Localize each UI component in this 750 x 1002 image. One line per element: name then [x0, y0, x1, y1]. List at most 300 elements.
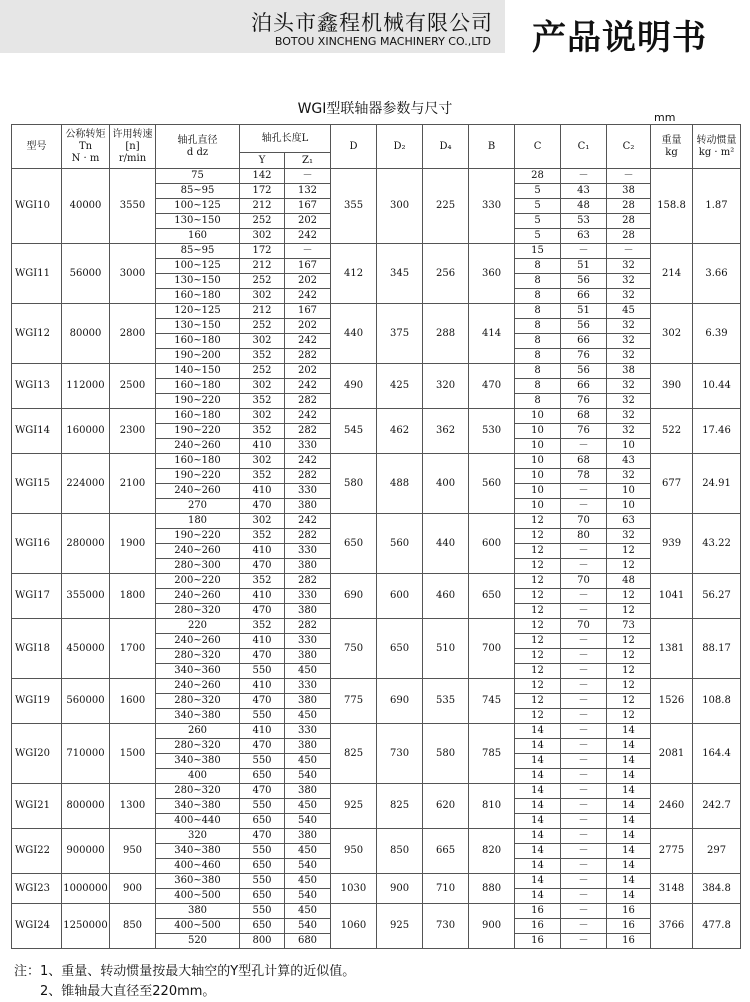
c-cell: 5	[515, 184, 561, 199]
c2-cell: 32	[607, 529, 651, 544]
torque-cell: 1000000	[62, 874, 110, 904]
c-cell: 14	[515, 724, 561, 739]
inertia-cell: 56.27	[693, 574, 741, 619]
d-cell: 690	[331, 574, 377, 619]
document-title: 产品说明书	[532, 18, 707, 58]
length-z1-cell: 330	[285, 544, 331, 559]
length-z1-cell: 330	[285, 589, 331, 604]
c2-cell: 12	[607, 649, 651, 664]
length-z1-cell: 282	[285, 394, 331, 409]
length-y-cell: 302	[240, 514, 285, 529]
c1-cell: －	[561, 499, 607, 514]
speed-cell: 2800	[110, 304, 156, 364]
length-z1-cell: 450	[285, 664, 331, 679]
inertia-cell: 17.46	[693, 409, 741, 454]
length-y-cell: 650	[240, 814, 285, 829]
length-y-cell: 470	[240, 559, 285, 574]
bore-cell: 160~180	[156, 289, 240, 304]
d2-cell: 345	[377, 244, 423, 304]
c1-cell: 70	[561, 574, 607, 589]
length-z1-cell: 167	[285, 259, 331, 274]
bore-cell: 190~220	[156, 424, 240, 439]
c1-cell: －	[561, 589, 607, 604]
length-z1-cell: 330	[285, 724, 331, 739]
col-Y-header: Y	[240, 153, 285, 169]
speed-cell: 2300	[110, 409, 156, 454]
c1-cell: 80	[561, 529, 607, 544]
length-z1-cell: 202	[285, 319, 331, 334]
torque-cell: 710000	[62, 724, 110, 784]
c-cell: 8	[515, 289, 561, 304]
table-row	[12, 244, 741, 259]
c-cell: 10	[515, 469, 561, 484]
b-cell: 700	[469, 619, 515, 679]
c-cell: 14	[515, 739, 561, 754]
c2-cell: 14	[607, 859, 651, 874]
length-z1-cell: 167	[285, 199, 331, 214]
c-cell: 12	[515, 634, 561, 649]
bore-cell: 340~380	[156, 709, 240, 724]
bore-cell: 190~220	[156, 529, 240, 544]
c-cell: 8	[515, 304, 561, 319]
c2-cell: 32	[607, 274, 651, 289]
length-y-cell: 410	[240, 484, 285, 499]
unit-label: mm	[654, 111, 676, 124]
c1-cell: 76	[561, 349, 607, 364]
col-C2-header: C₂	[607, 125, 651, 169]
bore-cell: 160~180	[156, 334, 240, 349]
c2-cell: 14	[607, 754, 651, 769]
length-y-cell: 252	[240, 274, 285, 289]
c2-cell: 14	[607, 829, 651, 844]
length-z1-cell: 242	[285, 229, 331, 244]
bore-cell: 280~300	[156, 559, 240, 574]
inertia-cell: 477.8	[693, 904, 741, 949]
c-cell: 10	[515, 409, 561, 424]
c-cell: 8	[515, 259, 561, 274]
d4-cell: 710	[423, 874, 469, 904]
d-cell: 750	[331, 619, 377, 679]
c1-cell: －	[561, 784, 607, 799]
length-z1-cell: 380	[285, 739, 331, 754]
torque-cell: 800000	[62, 784, 110, 829]
bore-cell: 130~150	[156, 319, 240, 334]
table-row	[12, 724, 741, 739]
bore-cell: 160~180	[156, 379, 240, 394]
col-torque-label: 公称转矩	[65, 128, 106, 140]
c-cell: 12	[515, 574, 561, 589]
length-y-cell: 302	[240, 334, 285, 349]
c1-cell: －	[561, 169, 607, 184]
length-z1-cell: 330	[285, 484, 331, 499]
d-cell: 650	[331, 514, 377, 574]
d-cell: 412	[331, 244, 377, 304]
inertia-cell: 43.22	[693, 514, 741, 574]
length-z1-cell: 380	[285, 499, 331, 514]
c-cell: 12	[515, 589, 561, 604]
torque-cell: 56000	[62, 244, 110, 304]
length-y-cell: 470	[240, 499, 285, 514]
length-y-cell: 470	[240, 784, 285, 799]
c2-cell: 43	[607, 454, 651, 469]
length-y-cell: 352	[240, 574, 285, 589]
length-z1-cell: 242	[285, 334, 331, 349]
c2-cell: 32	[607, 469, 651, 484]
c1-cell: －	[561, 859, 607, 874]
note-2: 2、锥轴最大直径至220mm。	[40, 984, 216, 999]
bore-cell: 340~380	[156, 754, 240, 769]
speed-cell: 1500	[110, 724, 156, 784]
d-cell: 545	[331, 409, 377, 454]
c2-cell: 28	[607, 199, 651, 214]
length-z1-cell: 202	[285, 214, 331, 229]
header-banner	[0, 0, 505, 53]
length-y-cell: 302	[240, 454, 285, 469]
c1-cell: 78	[561, 469, 607, 484]
c-cell: 15	[515, 244, 561, 259]
c-cell: 8	[515, 379, 561, 394]
d4-cell: 225	[423, 169, 469, 244]
speed-cell: 3000	[110, 244, 156, 304]
length-y-cell: 212	[240, 304, 285, 319]
length-y-cell: 352	[240, 424, 285, 439]
d-cell: 825	[331, 724, 377, 784]
torque-cell: 80000	[62, 304, 110, 364]
table-row	[12, 364, 741, 379]
b-cell: 785	[469, 724, 515, 784]
col-C1-header: C₁	[561, 125, 607, 169]
inertia-cell: 242.7	[693, 784, 741, 829]
company-name-cn: 泊头市鑫程机械有限公司	[251, 11, 493, 35]
weight-cell: 522	[651, 409, 693, 454]
c1-cell: －	[561, 604, 607, 619]
b-cell: 330	[469, 169, 515, 244]
c2-cell: 14	[607, 844, 651, 859]
c-cell: 5	[515, 214, 561, 229]
bore-cell: 240~260	[156, 679, 240, 694]
length-z1-cell: 202	[285, 274, 331, 289]
inertia-cell: 384.8	[693, 874, 741, 904]
c-cell: 16	[515, 904, 561, 919]
d-cell: 490	[331, 364, 377, 409]
bore-cell: 100~125	[156, 199, 240, 214]
c1-cell: －	[561, 664, 607, 679]
d4-cell: 320	[423, 364, 469, 409]
length-y-cell: 302	[240, 289, 285, 304]
bore-cell: 520	[156, 934, 240, 949]
d2-cell: 488	[377, 454, 423, 514]
d4-cell: 730	[423, 904, 469, 949]
length-y-cell: 172	[240, 184, 285, 199]
length-z1-cell: 330	[285, 679, 331, 694]
bore-cell: 280~320	[156, 649, 240, 664]
table-row	[12, 409, 741, 424]
c1-cell: 51	[561, 304, 607, 319]
c-cell: 12	[515, 709, 561, 724]
length-z1-cell: 202	[285, 364, 331, 379]
c2-cell: 32	[607, 334, 651, 349]
speed-cell: 1600	[110, 679, 156, 724]
c2-cell: 32	[607, 394, 651, 409]
length-z1-cell: 242	[285, 409, 331, 424]
inertia-cell: 10.44	[693, 364, 741, 409]
bore-cell: 400~440	[156, 814, 240, 829]
length-y-cell: 410	[240, 439, 285, 454]
c2-cell: 45	[607, 304, 651, 319]
d2-cell: 375	[377, 304, 423, 364]
length-y-cell: 470	[240, 829, 285, 844]
c2-cell: 12	[607, 544, 651, 559]
d4-cell: 535	[423, 679, 469, 724]
c1-cell: －	[561, 814, 607, 829]
model-cell: WGⅠ15	[12, 454, 62, 514]
torque-cell: 355000	[62, 574, 110, 619]
bore-cell: 100~125	[156, 259, 240, 274]
speed-cell: 1800	[110, 574, 156, 619]
c1-cell: －	[561, 874, 607, 889]
c2-cell: 28	[607, 229, 651, 244]
speed-cell: 3550	[110, 169, 156, 244]
c-cell: 10	[515, 499, 561, 514]
c-cell: 10	[515, 454, 561, 469]
weight-cell: 1041	[651, 574, 693, 619]
length-z1-cell: 282	[285, 574, 331, 589]
d-cell: 440	[331, 304, 377, 364]
bore-cell: 140~150	[156, 364, 240, 379]
bore-cell: 340~360	[156, 664, 240, 679]
c-cell: 5	[515, 199, 561, 214]
length-y-cell: 302	[240, 229, 285, 244]
length-z1-cell: 380	[285, 559, 331, 574]
weight-cell: 2775	[651, 829, 693, 874]
c1-cell: 68	[561, 409, 607, 424]
bore-cell: 160~180	[156, 409, 240, 424]
model-cell: WGⅠ21	[12, 784, 62, 829]
b-cell: 900	[469, 904, 515, 949]
c-cell: 10	[515, 439, 561, 454]
length-y-cell: 172	[240, 244, 285, 259]
d4-cell: 620	[423, 784, 469, 829]
torque-cell: 112000	[62, 364, 110, 409]
bore-cell: 240~260	[156, 634, 240, 649]
col-D-header: D	[331, 125, 377, 169]
bore-cell: 280~320	[156, 694, 240, 709]
inertia-cell: 1.87	[693, 169, 741, 244]
c-cell: 10	[515, 424, 561, 439]
col-bore-symbol: d dz	[186, 146, 209, 158]
c1-cell: －	[561, 889, 607, 904]
length-y-cell: 252	[240, 214, 285, 229]
length-y-cell: 650	[240, 919, 285, 934]
c1-cell: －	[561, 634, 607, 649]
c1-cell: －	[561, 934, 607, 949]
length-y-cell: 352	[240, 349, 285, 364]
c2-cell: 14	[607, 724, 651, 739]
length-z1-cell: 242	[285, 514, 331, 529]
bore-cell: 75	[156, 169, 240, 184]
c-cell: 8	[515, 349, 561, 364]
weight-cell: 3766	[651, 904, 693, 949]
col-weight-label: 重量	[661, 134, 682, 146]
weight-cell: 1381	[651, 619, 693, 679]
c2-cell: 32	[607, 409, 651, 424]
length-y-cell: 550	[240, 799, 285, 814]
length-y-cell: 650	[240, 769, 285, 784]
b-cell: 810	[469, 784, 515, 829]
col-Z1-header: Z₁	[285, 153, 331, 169]
weight-cell: 2460	[651, 784, 693, 829]
c2-cell: 14	[607, 739, 651, 754]
d4-cell: 580	[423, 724, 469, 784]
c-cell: 12	[515, 529, 561, 544]
c-cell: 14	[515, 844, 561, 859]
c-cell: 14	[515, 829, 561, 844]
model-cell: WGⅠ16	[12, 514, 62, 574]
length-z1-cell: 282	[285, 619, 331, 634]
c1-cell: 70	[561, 619, 607, 634]
table-title: WGⅠ型联轴器参数与尺寸	[297, 101, 453, 117]
c2-cell: 12	[607, 589, 651, 604]
c2-cell: －	[607, 169, 651, 184]
length-y-cell: 352	[240, 469, 285, 484]
model-cell: WGⅠ14	[12, 409, 62, 454]
bore-cell: 320	[156, 829, 240, 844]
col-weight-unit: kg	[665, 146, 678, 158]
c-cell: 12	[515, 649, 561, 664]
inertia-cell: 164.4	[693, 724, 741, 784]
model-cell: WGⅠ19	[12, 679, 62, 724]
length-y-cell: 650	[240, 859, 285, 874]
bore-cell: 360~380	[156, 874, 240, 889]
length-z1-cell: 380	[285, 784, 331, 799]
c-cell: 12	[515, 694, 561, 709]
length-z1-cell: －	[285, 244, 331, 259]
c1-cell: －	[561, 679, 607, 694]
bore-cell: 280~320	[156, 604, 240, 619]
bore-cell: 240~260	[156, 484, 240, 499]
c1-cell: －	[561, 724, 607, 739]
d4-cell: 460	[423, 574, 469, 619]
c1-cell: 56	[561, 319, 607, 334]
c-cell: 16	[515, 919, 561, 934]
d4-cell: 510	[423, 619, 469, 679]
length-z1-cell: 330	[285, 439, 331, 454]
c-cell: 14	[515, 859, 561, 874]
length-y-cell: 352	[240, 394, 285, 409]
c2-cell: 32	[607, 259, 651, 274]
c2-cell: 12	[607, 604, 651, 619]
c-cell: 14	[515, 754, 561, 769]
weight-cell: 302	[651, 304, 693, 364]
c1-cell: 66	[561, 334, 607, 349]
d-cell: 1030	[331, 874, 377, 904]
length-y-cell: 410	[240, 544, 285, 559]
c2-cell: 12	[607, 679, 651, 694]
b-cell: 414	[469, 304, 515, 364]
d4-cell: 400	[423, 454, 469, 514]
b-cell: 470	[469, 364, 515, 409]
d2-cell: 925	[377, 904, 423, 949]
c2-cell: 16	[607, 904, 651, 919]
torque-cell: 160000	[62, 409, 110, 454]
c1-cell: －	[561, 739, 607, 754]
d-cell: 925	[331, 784, 377, 829]
bore-cell: 130~150	[156, 214, 240, 229]
table-row	[12, 169, 741, 184]
d2-cell: 730	[377, 724, 423, 784]
company-name-en: BOTOU XINCHENG MACHINERY CO.,LTD	[274, 35, 491, 48]
speed-cell: 1900	[110, 514, 156, 574]
length-y-cell: 302	[240, 379, 285, 394]
bore-cell: 400~500	[156, 889, 240, 904]
length-y-cell: 252	[240, 364, 285, 379]
table-row	[12, 829, 741, 844]
c-cell: 14	[515, 814, 561, 829]
length-y-cell: 470	[240, 694, 285, 709]
d4-cell: 362	[423, 409, 469, 454]
c2-cell: 28	[607, 214, 651, 229]
table-row	[12, 304, 741, 319]
torque-cell: 560000	[62, 679, 110, 724]
c2-cell: －	[607, 244, 651, 259]
length-z1-cell: 132	[285, 184, 331, 199]
c-cell: 14	[515, 769, 561, 784]
length-z1-cell: 242	[285, 289, 331, 304]
length-y-cell: 352	[240, 619, 285, 634]
d-cell: 355	[331, 169, 377, 244]
col-length-header: 轴孔长度L	[240, 125, 331, 153]
c1-cell: 48	[561, 199, 607, 214]
length-z1-cell: 540	[285, 859, 331, 874]
length-y-cell: 410	[240, 634, 285, 649]
d4-cell: 288	[423, 304, 469, 364]
length-z1-cell: 242	[285, 454, 331, 469]
c2-cell: 12	[607, 664, 651, 679]
model-cell: WGⅠ23	[12, 874, 62, 904]
length-z1-cell: 167	[285, 304, 331, 319]
length-y-cell: 410	[240, 589, 285, 604]
length-z1-cell: 282	[285, 529, 331, 544]
torque-cell: 280000	[62, 514, 110, 574]
bore-cell: 190~220	[156, 394, 240, 409]
b-cell: 530	[469, 409, 515, 454]
length-y-cell: 212	[240, 259, 285, 274]
col-inertia-header	[693, 125, 741, 169]
bore-cell: 180	[156, 514, 240, 529]
length-y-cell: 212	[240, 199, 285, 214]
model-cell: WGⅠ18	[12, 619, 62, 679]
c2-cell: 14	[607, 874, 651, 889]
col-torque-unit: N · m	[71, 152, 100, 164]
model-cell: WGⅠ20	[12, 724, 62, 784]
length-z1-cell: 380	[285, 829, 331, 844]
length-y-cell: 650	[240, 889, 285, 904]
c2-cell: 32	[607, 319, 651, 334]
c-cell: 12	[515, 559, 561, 574]
c1-cell: 53	[561, 214, 607, 229]
torque-cell: 1250000	[62, 904, 110, 949]
length-z1-cell: 450	[285, 874, 331, 889]
bore-cell: 200~220	[156, 574, 240, 589]
bore-cell: 190~200	[156, 349, 240, 364]
c-cell: 8	[515, 334, 561, 349]
col-speed-label: 许用转速	[112, 128, 153, 140]
c1-cell: 56	[561, 274, 607, 289]
model-cell: WGⅠ13	[12, 364, 62, 409]
b-cell: 820	[469, 829, 515, 874]
length-z1-cell: 450	[285, 844, 331, 859]
length-y-cell: 470	[240, 649, 285, 664]
